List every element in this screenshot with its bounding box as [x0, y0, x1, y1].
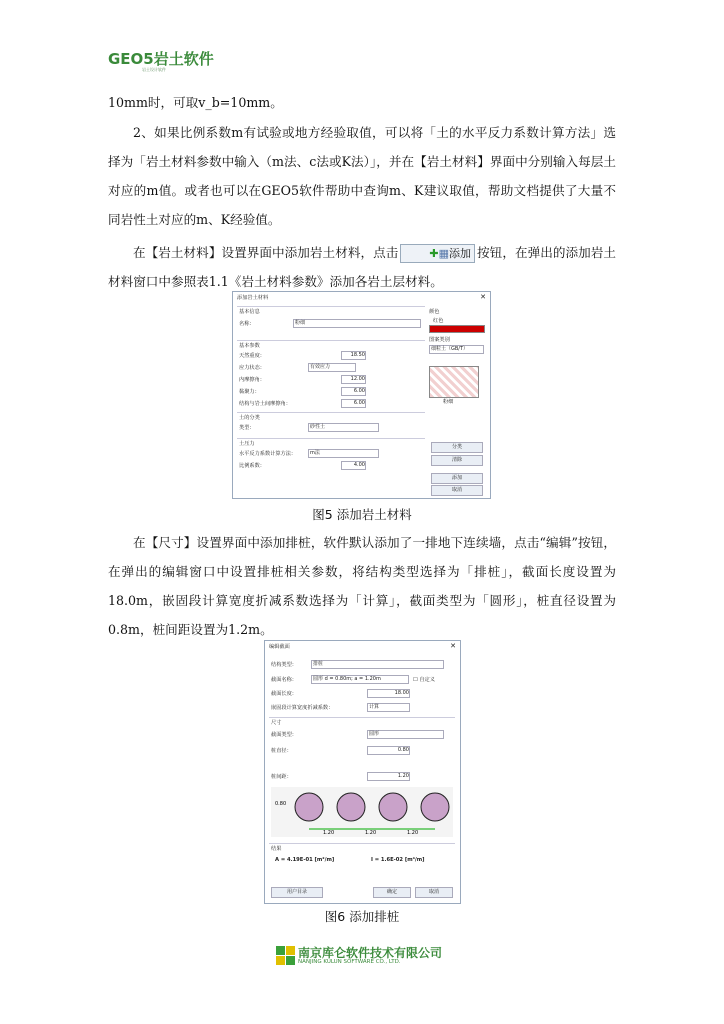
dim-a2: 1.20	[365, 830, 377, 836]
paragraph-4: 在【尺寸】设置界面中添加排桩，软件默认添加了一排地下连续墙，点击“编辑”按钮，在弹出的编辑窗口中设置排桩相关参数，将结构类型选择为「排桩」，截面长度设置为18.0m，嵌固段计算宽度折减系数选择为「计算」，截面类型为「圆形」，桩直径设置为0.8m，桩间距设置为1.2m。	[108, 535, 616, 637]
add-soil-dialog	[232, 291, 491, 499]
dialog6-title: 编辑截面	[269, 644, 290, 650]
pile-row-diagram	[271, 787, 453, 837]
classify-button[interactable]: 分类	[431, 442, 483, 453]
pattern-preview	[429, 366, 479, 398]
pile-circle	[295, 793, 323, 821]
result-A	[275, 857, 334, 863]
length-input[interactable]: 18.00	[367, 689, 410, 698]
color-value: 红色	[433, 318, 444, 324]
dialog-cancel-button[interactable]: 取消	[431, 485, 483, 496]
shape-label: 截面类型：	[271, 732, 297, 738]
custom-checkbox[interactable]: ☐ 自定义	[413, 677, 435, 683]
base-props-label: 基本参数	[239, 343, 260, 349]
unit-weight-input[interactable]: 18.50	[341, 351, 366, 360]
c-label: 黏聚力：	[239, 389, 260, 395]
figure-6-caption: 图6 添加排桩	[324, 909, 400, 924]
paragraph-3	[108, 238, 616, 296]
section-name-input[interactable]: 圆形 d = 0.80m; a = 1.20m	[311, 675, 409, 684]
close-icon[interactable]: ✕	[480, 293, 486, 301]
dim-d: 0.80	[275, 801, 287, 807]
user-directory-button[interactable]: 用户目录	[271, 887, 323, 898]
figure-5-caption: 图5 添加岩土材料	[312, 507, 412, 522]
paragraph-3a: 在【岩土材料】设置界面中添加岩土材料，点击	[133, 245, 399, 260]
kulun-logo-icon	[276, 944, 296, 966]
color-swatch[interactable]	[429, 325, 485, 333]
delta-label: 结构与岩土间摩擦角：	[239, 401, 291, 407]
table-icon: ▦	[438, 247, 449, 260]
dims-label: 尺寸	[271, 720, 282, 726]
phi-input[interactable]: 12.00	[341, 375, 366, 384]
paragraph-2: 2、如果比例系数m有试验或地方经验取值，可以将「土的水平反力系数计算方法」选择为「岩土材料参数中输入（m法、c法或K法）」，并在【岩土材料】界面中分别输入每层土对应的m值。或者也可以在GEO5软件帮助中查询m、K建议取值，帮助文档提供了大量不同岩性土对应的m、K经验值。	[108, 125, 616, 227]
dialog-add-button[interactable]: 添加	[431, 473, 483, 484]
basic-section-label: 基本信息	[239, 309, 260, 315]
m-input[interactable]: 4.00	[341, 461, 366, 470]
add-button-label: 添加	[449, 247, 471, 260]
company-cn: 南京库仑软件技术有限公司	[298, 946, 443, 960]
struct-type-select[interactable]: 排桩	[311, 660, 444, 669]
m-label: 比例系数：	[239, 463, 265, 469]
cancel-button[interactable]: 取消	[415, 887, 453, 898]
ok-button[interactable]: 确定	[373, 887, 411, 898]
header-logo	[108, 44, 218, 78]
I-unit: [m⁴/m]	[404, 857, 425, 863]
clear-button[interactable]: 清除	[431, 455, 483, 466]
delta-input[interactable]: 6.00	[341, 399, 366, 408]
pattern-select[interactable]: 细粒土（GB/T）	[429, 345, 484, 354]
logo-text: GEO5岩土软件	[108, 50, 214, 68]
section-label: 截面名称：	[271, 677, 297, 683]
unit-weight-label: 天然重度：	[239, 353, 265, 359]
c-input[interactable]: 6.00	[341, 387, 366, 396]
length-label: 截面长度：	[271, 691, 297, 697]
dim-a3: 1.20	[407, 830, 419, 836]
I-label: I =	[371, 857, 380, 863]
dia-label: 桩直径：	[271, 748, 292, 754]
footer-logo	[276, 944, 452, 970]
result-label: 结果	[271, 846, 282, 852]
method-select[interactable]: m法	[308, 449, 379, 458]
dialog-title: 添加岩土材料	[237, 295, 269, 301]
state-label: 应力状态：	[239, 365, 265, 371]
edit-section-dialog	[264, 640, 461, 904]
pile-circle	[379, 793, 407, 821]
paragraph-1: 10mm时，可取v_b=10mm。	[108, 95, 283, 110]
dia-input[interactable]: 0.80	[367, 746, 410, 755]
add-button-illustration	[400, 244, 475, 263]
method-label: 水平反力系数计算方法：	[239, 451, 297, 457]
pile-circle	[337, 793, 365, 821]
A-value: 4.19E-01	[286, 857, 313, 863]
shape-select[interactable]: 圆形	[367, 730, 444, 739]
custom-label: 自定义	[419, 677, 435, 683]
name-label: 名称：	[239, 321, 255, 327]
dim-a1: 1.20	[323, 830, 335, 836]
pattern-label: 图案类别	[429, 337, 450, 343]
struct-type-label: 结构类型：	[271, 662, 297, 668]
I-value: 1.6E-02	[380, 857, 404, 863]
close-icon[interactable]: ✕	[450, 642, 456, 650]
paragraph-3b: 按钮，在弹出的添加岩土材料窗口中参照表1.1《岩土材料参数》添加各岩土层材料。	[108, 245, 617, 289]
plus-icon: ✚	[429, 247, 439, 260]
spacing-input[interactable]: 1.20	[367, 772, 410, 781]
company-en: NANJING KULUN SOFTWARE CO., LTD.	[298, 959, 401, 965]
phi-label: 内摩擦角：	[239, 377, 265, 383]
pile-circle	[421, 793, 449, 821]
reduce-select[interactable]: 计算	[367, 703, 410, 712]
class-section-label: 土的分类	[239, 415, 260, 421]
pressure-section-label: 土压力	[239, 441, 255, 447]
reduce-label: 嵌固段计算宽度折减系数：	[271, 705, 334, 711]
pattern-name: 粉细	[443, 399, 454, 405]
A-unit: [m²/m]	[314, 857, 335, 863]
name-input[interactable]: 粉细	[293, 319, 421, 328]
A-label: A =	[275, 857, 286, 863]
state-select[interactable]: 有效应力	[308, 363, 356, 372]
result-I	[371, 857, 425, 863]
type-select[interactable]: 砂性土	[308, 423, 379, 432]
type-label: 类型：	[239, 425, 255, 431]
logo-subtitle: 岩土设计软件	[142, 67, 166, 72]
spacing-label: 桩间距：	[271, 774, 292, 780]
color-label: 颜色	[429, 309, 440, 315]
